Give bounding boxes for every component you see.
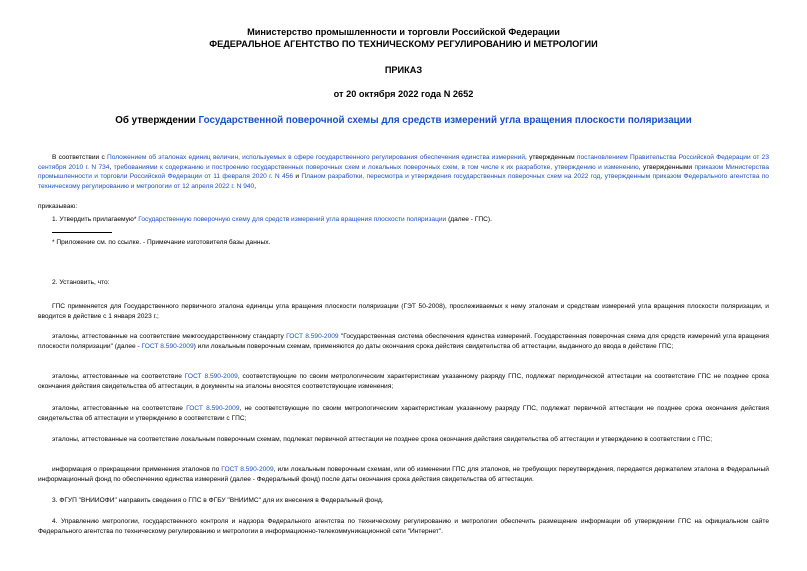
link-gps[interactable]: Государственную поверочную схему для средств измерений угла вращения плоскости поляризации xyxy=(138,216,447,223)
item1-text-2: (далее - ГПС). xyxy=(446,216,492,223)
paragraph-gps-application: ГПС применяется для Государственного первичного эталона единицы угла вращения плоскости поляризации (ГЭТ 50-2008), прослеживаемых к нему эталонам и средствам измерений угла вращения плоскости поляризации, и вводится в действие с 1 января 2023 г.; xyxy=(38,303,769,320)
item1-text-1: 1. Утвердить прилагаемую* xyxy=(52,216,139,223)
link-regulation-etalons[interactable]: Положением об эталонах единиц величин, используемых в сфере государственного регулирования обеспечения единства измерений xyxy=(107,154,526,161)
preamble-text-3: , xyxy=(109,163,114,171)
paragraph-information-transfer xyxy=(38,465,769,484)
paragraph-periodic-attestation xyxy=(38,372,769,391)
link-gost-5[interactable]: ГОСТ 8.590-2009 xyxy=(221,466,274,473)
link-minpromtorg-order[interactable]: приказом Министерства промышленности и торговли Российской Федерации от 11 февраля 2020 г. N 456 xyxy=(38,163,769,181)
link-gost-3[interactable]: ГОСТ 8.590-2009 xyxy=(184,373,238,380)
para-f-text-2: , или локальным поверочным схемам, или об изменении ГПС для эталонов, не требующих переутверждения, передается держателем эталона в Федеральный информационный фонд по обеспечению единства измерений (далее - Федеральный фонд) после даты окончания срока действия свидетельства об аттестации. xyxy=(38,466,769,483)
para-b-text-1: эталоны, аттестованные на соответствие межгосударственному стандарту xyxy=(52,333,287,340)
ministry-name: Министерство промышленности и торговли Российской Федерации xyxy=(247,27,560,37)
paragraph-primary-attestation xyxy=(38,404,769,423)
preamble-text-1: В соответствии с xyxy=(52,154,107,161)
link-government-decree[interactable]: постановлением Правительства Российской Федерации от 23 сентября 2010 г. N 734 xyxy=(38,154,770,171)
paragraph-etalons-gost xyxy=(38,332,769,351)
paragraph-local-schemes: эталоны, аттестованные на соответствие локальным поверочным схемам, подлежат первичной аттестации не позднее срока окончания действия свидетельства об аттестации и утверждению в соответствии с ГПС; xyxy=(52,436,713,443)
para-d-text-1: эталоны, аттестованные на соответствие xyxy=(52,405,187,412)
link-requirements[interactable]: требованиями к содержанию и построению государственных поверочных схем и локальных поверочных схем, в том числе к их разработке, утверждению и изменению xyxy=(113,163,639,171)
title-prefix: Об утверждении xyxy=(115,115,199,126)
order-word: приказываю: xyxy=(38,203,78,210)
item-2: 2. Установить, что: xyxy=(52,279,110,286)
item-4: 4. Управлению метрологии, государственного контроля и надзора Федерального агентства по техническому регулированию и метрологии обеспечить размещение информации об утверждении ГПС на официальном сайте Федерального агентства по техническому регулированию и метрологии в информационно-телекоммуникационной сети "Интернет". xyxy=(38,518,769,535)
document-title xyxy=(0,115,807,127)
document-date-number: от 20 октября 2022 года N 2652 xyxy=(333,89,474,99)
link-plan[interactable]: Планом разработки, пересмотра и утверждения государственных поверочных схем на 2022 год, утвержденным приказом Федерального агентства по техническому регулированию и метрологии от 12 апреля 2022 г. N 940 xyxy=(38,173,769,190)
document-type: ПРИКАЗ xyxy=(384,65,423,75)
link-gost-1[interactable]: ГОСТ 8.590-2009 xyxy=(286,333,339,340)
para-b-text-3: ) или локальным поверочным схемам, применяются до даты окончания срока действия свидетельства об аттестации, выданного до ввода в действие ГПС; xyxy=(193,342,674,350)
preamble-paragraph xyxy=(38,153,769,191)
link-gost-4[interactable]: ГОСТ 8.590-2009 xyxy=(186,405,240,412)
para-c-text-1: эталоны, аттестованные на соответствие xyxy=(52,373,185,380)
item-3: 3. ФГУП "ВНИИОФИ" направить сведения о ГПС в ФГБУ "ВНИИМС" для их внесения в Федеральный фонд. xyxy=(52,497,384,504)
para-c-text-2: , соответствующие по своим метрологическим характеристикам указанному разряду ГПС, подлежат периодической аттестации на соответствие ГПС не позднее срока окончания действия свидетельства об аттестации, в документы на эталоны вносятся соответствующие изменения; xyxy=(38,373,769,390)
link-gost-2[interactable]: ГОСТ 8.590-2009 xyxy=(141,342,194,350)
para-b-text-2: "Государственная система обеспечения единства измерений. Государственная поверочная схема для средств измерений угла вращения плоскости поляризации" (далее - xyxy=(38,333,770,350)
title-link[interactable]: Государственной поверочной схемы для средств измерений угла вращения плоскости поляризации xyxy=(198,115,692,126)
preamble-text-4: , утвержденными xyxy=(638,163,695,171)
preamble-text-5: и xyxy=(293,173,302,181)
preamble-text-6: , xyxy=(254,182,257,190)
footnote: * Приложение см. по ссылке. - Примечание изготовителя базы данных. xyxy=(52,239,271,246)
para-d-text-2: , не соответствующие по своим метрологическим характеристикам указанному разряду ГПС, подлежат первичной аттестации не позднее срока окончания действия свидетельства об аттестации и утверждению в соответствии с ГПС; xyxy=(38,405,769,422)
preamble-text-2: , утвержденным xyxy=(525,154,577,161)
agency-name: ФЕДЕРАЛЬНОЕ АГЕНТСТВО ПО ТЕХНИЧЕСКОМУ РЕГУЛИРОВАНИЮ И МЕТРОЛОГИИ xyxy=(209,39,598,49)
footnote-divider xyxy=(52,232,112,233)
item-1 xyxy=(38,215,769,225)
para-f-text-1: информация о прекращении применения эталонов по xyxy=(52,466,222,473)
